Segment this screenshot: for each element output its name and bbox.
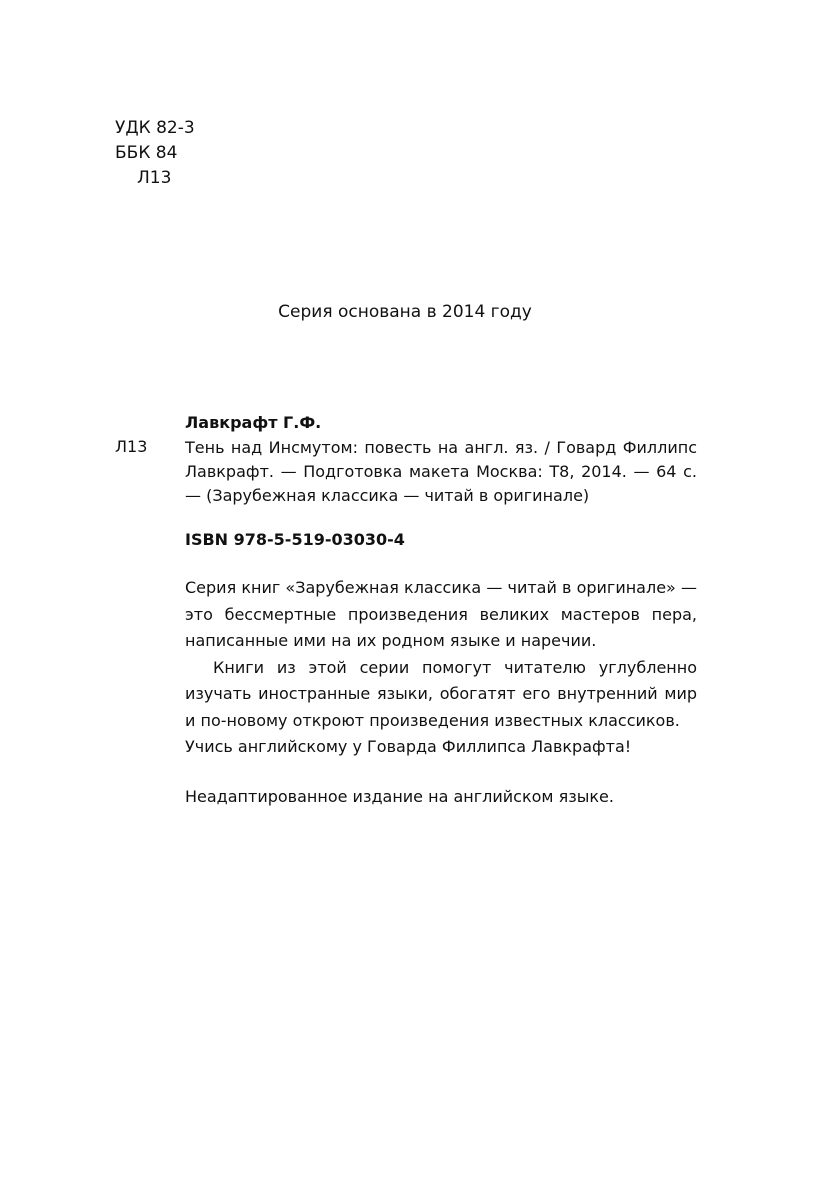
isbn: ISBN 978-5-519-03030-4 bbox=[185, 530, 405, 549]
annotation bbox=[185, 575, 697, 761]
bibliographic-description: Тень над Инсмутом: повесть на англ. яз. / Говард Филлипс Лавкрафт. — Подготовка макета Москва: Т8, 2014. — 64 с. — (Зарубежная классика — читай в оригинале) bbox=[185, 438, 697, 505]
series-founded-note: Серия основана в 2014 году bbox=[278, 302, 532, 322]
udk-code: УДК 82-3 bbox=[115, 118, 195, 138]
bibliographic-record bbox=[185, 411, 697, 508]
unadapted-edition-note: Неадаптированное издание на английском языке. bbox=[185, 787, 614, 806]
annotation-paragraph-2: Книги из этой серии помогут читателю углубленно изучать иностранные языки, обогатят его внутренний мир и по-новому откроют произведения известных классиков. bbox=[185, 657, 697, 730]
annotation-paragraph-3: Учись английскому у Говарда Филлипса Лавкрафта! bbox=[185, 737, 632, 756]
author-heading: Лавкрафт Г.Ф. bbox=[185, 413, 322, 432]
bbk-code: ББК 84 bbox=[115, 143, 178, 163]
annotation-paragraph-1: Серия книг «Зарубежная классика — читай в оригинале» — это бессмертные произведения великих мастеров пера, написанные ими на их родном языке и наречии. bbox=[185, 578, 697, 650]
cutter-code: Л13 bbox=[137, 168, 172, 188]
classification-block bbox=[115, 116, 195, 191]
cutter-mark: Л13 bbox=[115, 437, 148, 456]
